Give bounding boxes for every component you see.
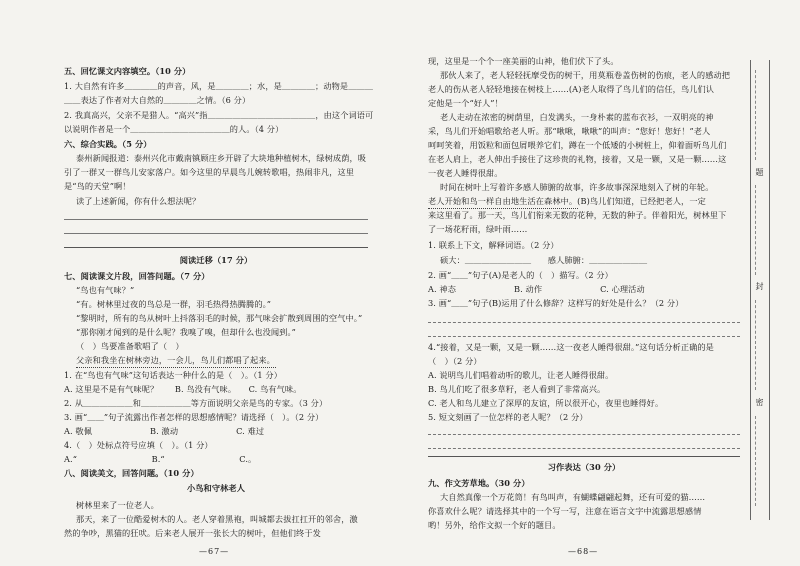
left-page (64, 44, 374, 556)
prompt-line: 你喜欢什么呢？请选择其中的一个写一写，注意在语言文字中流露思想感情 (428, 506, 702, 516)
passage-line: “有。树林里过夜的鸟总是一群，羽毛热得热腾腾的。” (76, 299, 272, 309)
news-text: 泰州新闻报道：泰州兴化市戴南镇顾庄乡开辟了大块地种植树木，绿树成荫，吸 (76, 153, 367, 163)
binding-margin (750, 60, 770, 520)
question-line: 读了上述新闻，你有什么想法呢？ (76, 196, 201, 206)
reading-section-title: 阅读迁移（17 分） (179, 255, 253, 265)
passage-line: 一夜老人睡得很甜。 (428, 168, 503, 178)
question-line: （ ）（2 分） (428, 356, 482, 366)
passage-line: 呵呵笑着，用饭粒和面包屑喂养它们，蹲在一个低矮的小树桩上，仰着面听鸟儿们 (428, 140, 727, 150)
passage-line: 老人走动在浓密的树荫里，白发满头，一身朴素的蓝布衣衫，一双明亮的神 (440, 112, 714, 122)
answer-line[interactable] (428, 336, 740, 337)
passage-line: 了一场花籽雨，绿叶雨…… (428, 224, 528, 234)
right-page (428, 44, 740, 556)
news-text: 引了一群又一群鸟儿安家落户。如今这里的早晨鸟儿婉转歌唱，热闹非凡，这里 (64, 167, 355, 177)
section-divider (64, 247, 368, 248)
question-line: 1. 联系上下文，解释词语。（2 分） (428, 240, 559, 250)
question-line: 2. 我真高兴，父亲不是猎人。“高兴”指＿＿＿＿＿＿＿＿＿＿＿＿＿，由这个词语可 (64, 110, 374, 120)
passage-line: 采，鸟儿们开始唱歌给老人听。那“啾啾，啾啾”的叫声：“您好！您好！”老人 (428, 126, 711, 136)
prompt-line: 哟！另外，给作文拟一个好的题目。 (428, 520, 561, 530)
writing-section-title: 习作表达（30 分） (547, 462, 621, 472)
passage-line: “黎明时，所有的鸟从树叶上抖落羽毛的时候，那气味会扩散到周围的空气中。” (76, 313, 363, 323)
answer-options: A. 敬佩 B. 激动 C. 难过 (64, 426, 265, 436)
section-divider (428, 456, 740, 457)
answer-option: C. 老人和鸟儿建立了深厚的友谊，所以很开心，夜里也睡得好。 (428, 398, 664, 408)
answer-option: A. 说明鸟儿们唱着动听的歌儿，让老人睡得很甜。 (428, 370, 614, 380)
passage-title: 小鸟和守林老人 (186, 483, 245, 493)
question-line: 1. 大自然有许多＿＿＿＿的声音，风，是＿＿＿＿；水，是＿＿＿＿；动物是＿＿＿ (64, 81, 374, 91)
passage-line: 树林里来了一位老人。 (76, 500, 159, 510)
news-text: 是“鸟的天堂”啊！ (64, 181, 131, 191)
prompt-line: 大自然真像一个万花筒！有鸟叫声，有蝴蝶翩翩起舞，还有可爱的猫…… (440, 492, 706, 502)
section-8-heading: 八、阅读美文，回答问题。（10 分） (64, 468, 199, 478)
answer-options: A. 这里是不是有气味呢？ B. 鸟没有气味。 C. 鸟有气味。 (64, 384, 302, 394)
section-5-heading: 五、回忆课文内容填空。（10 分） (64, 66, 191, 76)
passage-line: 来这里看了。那一天，鸟儿们衔来无数的花种，无数的种子。伴着阳光，树林里下 (428, 210, 727, 220)
margin-label: 题 (755, 168, 764, 176)
page-number: —68— (568, 547, 599, 556)
question-line: 2. 从＿＿＿＿＿＿和＿＿＿＿＿＿等方面说明父亲是鸟的专家。（3 分） (64, 398, 328, 408)
question-line: 以说明作者是一个＿＿＿＿＿＿＿＿＿＿＿＿的人。（4 分） (64, 124, 284, 134)
answer-options: A.“ B.“ C.。 (64, 454, 257, 464)
passage-line: 定他是一个“好人”！ (428, 98, 503, 108)
answer-line[interactable] (428, 322, 740, 323)
question-line: 3. 画“＿＿”句子(B)运用了什么修辞？这样写的好处是什么？（2 分） (428, 298, 684, 308)
page-number: —67— (199, 547, 230, 556)
question-line: 1. 在“鸟也有气味”这句话表达一种什么的是（ ）。（1 分） (64, 370, 282, 380)
passage-line: 那天，来了一位酷爱树木的人。老人穿着黑袍，叫城都去拔扛扛开的邻舍，激 (76, 514, 358, 524)
passage-line-underlined: 老人开始和鸟一样自由地生活在森林中。(B)鸟儿们知道，已经把老人，一定 (428, 196, 706, 206)
passage-line-underlined: 父亲和我坐在树林旁边，一会儿，鸟儿们都唱了起来。 (76, 355, 275, 365)
question-line: ＿＿表达了作者对大自然的＿＿＿＿之情。（6 分） (64, 95, 251, 105)
passage-line: “鸟也有气味？” (76, 285, 135, 295)
answer-line[interactable] (428, 434, 740, 435)
cut-line (755, 70, 764, 160)
answer-line[interactable] (428, 448, 740, 449)
wavy-underline (428, 206, 578, 209)
cut-line (755, 416, 764, 506)
margin-label: 密 (755, 398, 764, 406)
answer-line[interactable] (64, 233, 368, 234)
passage-line: 在老人肩上，老人伸出手接住了这珍贵的礼物，接着，又是一颗，又是一颗……这 (428, 154, 727, 164)
passage-line: “那你刚才闻到的是什么呢？我嗅了嗅，但却什么也没闻到。” (76, 327, 296, 337)
cut-line (755, 300, 764, 390)
wavy-underline (76, 365, 276, 368)
section-6-heading: 六、综合实践。（5 分） (64, 139, 152, 149)
answer-line[interactable] (64, 219, 368, 220)
question-line: 硕大：＿＿＿＿＿＿＿＿ 感人肺腑：＿＿＿＿＿＿＿ (440, 255, 648, 265)
passage-line: 那伙人来了，老人轻轻抚摩受伤的树干，用莫瓶卷盖伤树的伤痕，老人的感动把 (440, 70, 731, 80)
passage-line: 时间在树叶上写着许多感人肺腑的故事，许多故事深深地刻入了树的年轮。 (440, 182, 714, 192)
answer-options: A. 神态 B. 动作 C. 心理活动 (428, 284, 645, 294)
section-9-heading: 九、作文芳草地。（30 分） (428, 478, 530, 488)
answer-option: B. 鸟儿们吃了很多草籽，老人看到了非常高兴。 (428, 384, 606, 394)
passage-line: 老人的伤从老人轻轻地接在树枝上……(A)老人取得了鸟儿们的信任，鸟儿们认 (428, 84, 715, 94)
passage-line: （ ）鸟要准备歌唱了（ ） (76, 341, 184, 351)
question-line: 4.“接着，又是一颗，又是一颗……这一夜老人睡得很甜。”这句话分析正确的是 (428, 342, 714, 352)
passage-line: 然的争吵，黑猫的狂吠。后来老人展开一张长大的树叶，但他们终于发 (64, 528, 321, 538)
question-line: 5. 短文刻画了一位怎样的老人呢？（2 分） (428, 412, 588, 422)
question-line: 4.（ ）处标点符号应填（ ）。（1 分） (64, 440, 213, 450)
section-7-heading: 七、阅读课文片段，回答问题。（7 分） (64, 271, 210, 281)
cut-line (755, 185, 764, 275)
margin-label: 封 (755, 282, 764, 290)
question-line: 2. 画“＿＿”句子(A)是老人的（ ）描写。（2 分） (428, 270, 613, 280)
passage-line: 现，这里是一个个一座美丽的山神，他们伏下了头。 (428, 56, 619, 66)
question-line: 3. 画“＿＿”句子流露出作者怎样的思想感情呢？请选择（ ）。（2 分） (64, 412, 324, 422)
